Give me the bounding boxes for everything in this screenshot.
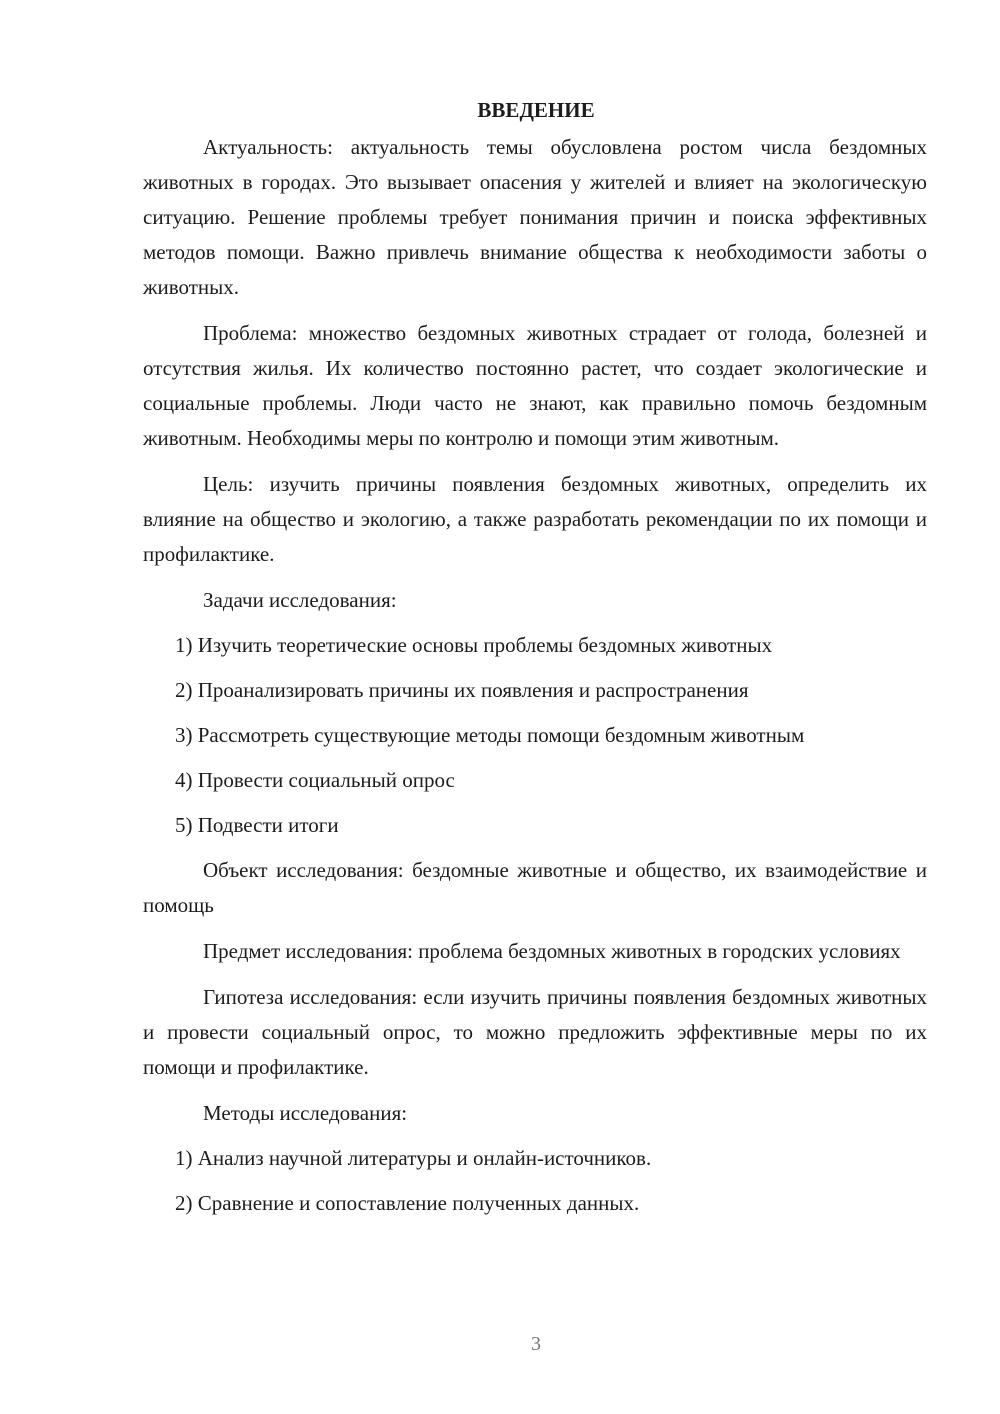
relevance-paragraph: Актуальность: актуальность темы обусловлена ростом числа бездомных животных в городах. Это вызывает опасения у жителей и влияет на экологическую ситуацию. Решение проблемы требует понимания причин и поиска эффективных методов помощи. Важно привлечь внимание общества к необходимости заботы о животных. — [143, 135, 927, 299]
section-heading: ВВЕДЕНИЕ — [477, 98, 595, 122]
tasks-title: Задачи исследования: — [203, 588, 397, 612]
subject-paragraph: Предмет исследования: проблема бездомных животных в городских условиях — [203, 939, 901, 963]
methods-list — [143, 1141, 927, 1221]
problem-paragraph: Проблема: множество бездомных животных страдает от голода, болезней и отсутствия жилья. Их количество постоянно растет, что создает экологические и социальные проблемы. Люди часто не знают, как правильно помочь бездомным животным. Необходимы меры по контролю и помощи этим животным. — [143, 321, 927, 450]
object-paragraph: Объект исследования: бездомные животные и общество, их взаимодействие и помощь — [143, 858, 927, 917]
list-item: 2) Сравнение и сопоставление полученных данных. — [175, 1191, 640, 1215]
methods-title: Методы исследования: — [203, 1101, 408, 1125]
page-number: 3 — [531, 1333, 541, 1355]
document-page — [143, 92, 927, 1231]
goal-paragraph: Цель: изучить причины появления бездомных животных, определить их влияние на общество и экологию, а также разработать рекомендации по их помощи и профилактике. — [143, 472, 927, 566]
tasks-list — [143, 628, 927, 843]
list-item: 1) Анализ научной литературы и онлайн-источников. — [175, 1146, 652, 1170]
list-item: 2) Проанализировать причины их появления и распространения — [175, 678, 749, 702]
list-item: 1) Изучить теоретические основы проблемы бездомных животных — [175, 633, 773, 657]
list-item: 3) Рассмотреть существующие методы помощи бездомным животным — [175, 723, 805, 747]
list-item: 5) Подвести итоги — [175, 813, 339, 837]
hypothesis-paragraph: Гипотеза исследования: если изучить причины появления бездомных животных и провести социальный опрос, то можно предложить эффективные меры по их помощи и профилактике. — [143, 985, 927, 1079]
list-item: 4) Провести социальный опрос — [175, 768, 455, 792]
